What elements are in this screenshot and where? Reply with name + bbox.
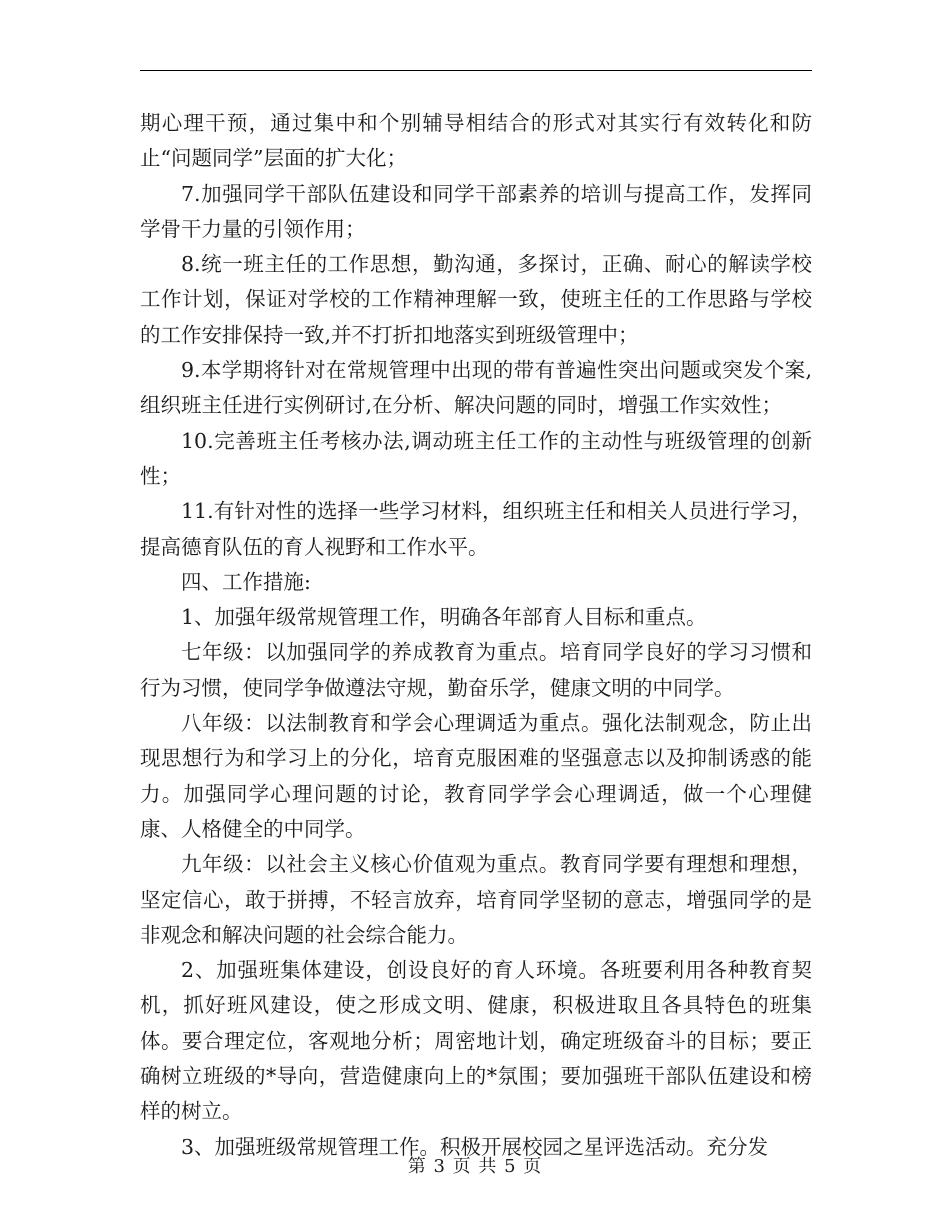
paragraph: 11.有针对性的选择一些学习材料，组织班主任和相关人员进行学习，提高德育队伍的育人视野和工作水平。 xyxy=(140,499,812,559)
paragraph: 期心理干预，通过集中和个别辅导相结合的形式对其实行有效转化和防止“问题同学”层面的扩大化； xyxy=(140,111,812,171)
section-heading: 四、工作措施: xyxy=(181,569,311,594)
paragraph: 1、加强年级常规管理工作，明确各年部育人目标和重点。 xyxy=(181,605,707,630)
paragraph: 8.统一班主任的工作思想，勤沟通，多探讨，正确、耐心的解读学校工作计划，保证对学校的工作精神理解一致，使班主任的工作思路与学校的工作安排保持一致,并不打折扣地落实到班级管理中； xyxy=(140,252,812,347)
paragraph: 九年级：以社会主义核心价值观为重点。教育同学要有理想和理想，坚定信心，敢于拼搏，不轻言放弃，培育同学坚韧的意志，增强同学的是非观念和解决问题的社会综合能力。 xyxy=(140,852,812,947)
document-body xyxy=(140,106,812,1165)
paragraph: 10.完善班主任考核办法,调动班主任工作的主动性与班级管理的创新性； xyxy=(140,428,812,488)
paragraph: 八年级：以法制教育和学会心理调适为重点。强化法制观念，防止出现思想行为和学习上的分化，培育克服困难的坚强意志以及抑制诱惑的能力。加强同学心理问题的讨论，教育同学学会心理调适，做一个心理健康、人格健全的中同学。 xyxy=(140,711,812,841)
paragraph: 2、加强班集体建设，创设良好的育人环境。各班要利用各种教育契机，抓好班风建设，使之形成文明、健康，积极进取且各具特色的班集体。要合理定位，客观地分析；周密地计划，确定班级奋斗的目标；要正确树立班级的*导向，营造健康向上的*氛围；要加强班干部队伍建设和榜样的树立。 xyxy=(140,958,812,1124)
paragraph: 3、加强班级常规管理工作。积极开展校园之星评选活动。充分发 xyxy=(181,1134,769,1159)
paragraph: 七年级：以加强同学的养成教育为重点。培育同学良好的学习习惯和行为习惯，使同学争做遵法守规，勤奋乐学，健康文明的中同学。 xyxy=(140,640,812,700)
paragraph: 7.加强同学干部队伍建设和同学干部素养的培训与提高工作，发挥同学骨干力量的引领作用； xyxy=(140,181,812,241)
header-rule xyxy=(140,70,812,71)
paragraph: 9.本学期将针对在常规管理中出现的带有普遍性突出问题或突发个案,组织班主任进行实例研讨,在分析、解决问题的同时，增强工作实效性； xyxy=(140,358,812,418)
page-footer: 第 3 页 共 5 页 xyxy=(407,1156,543,1177)
